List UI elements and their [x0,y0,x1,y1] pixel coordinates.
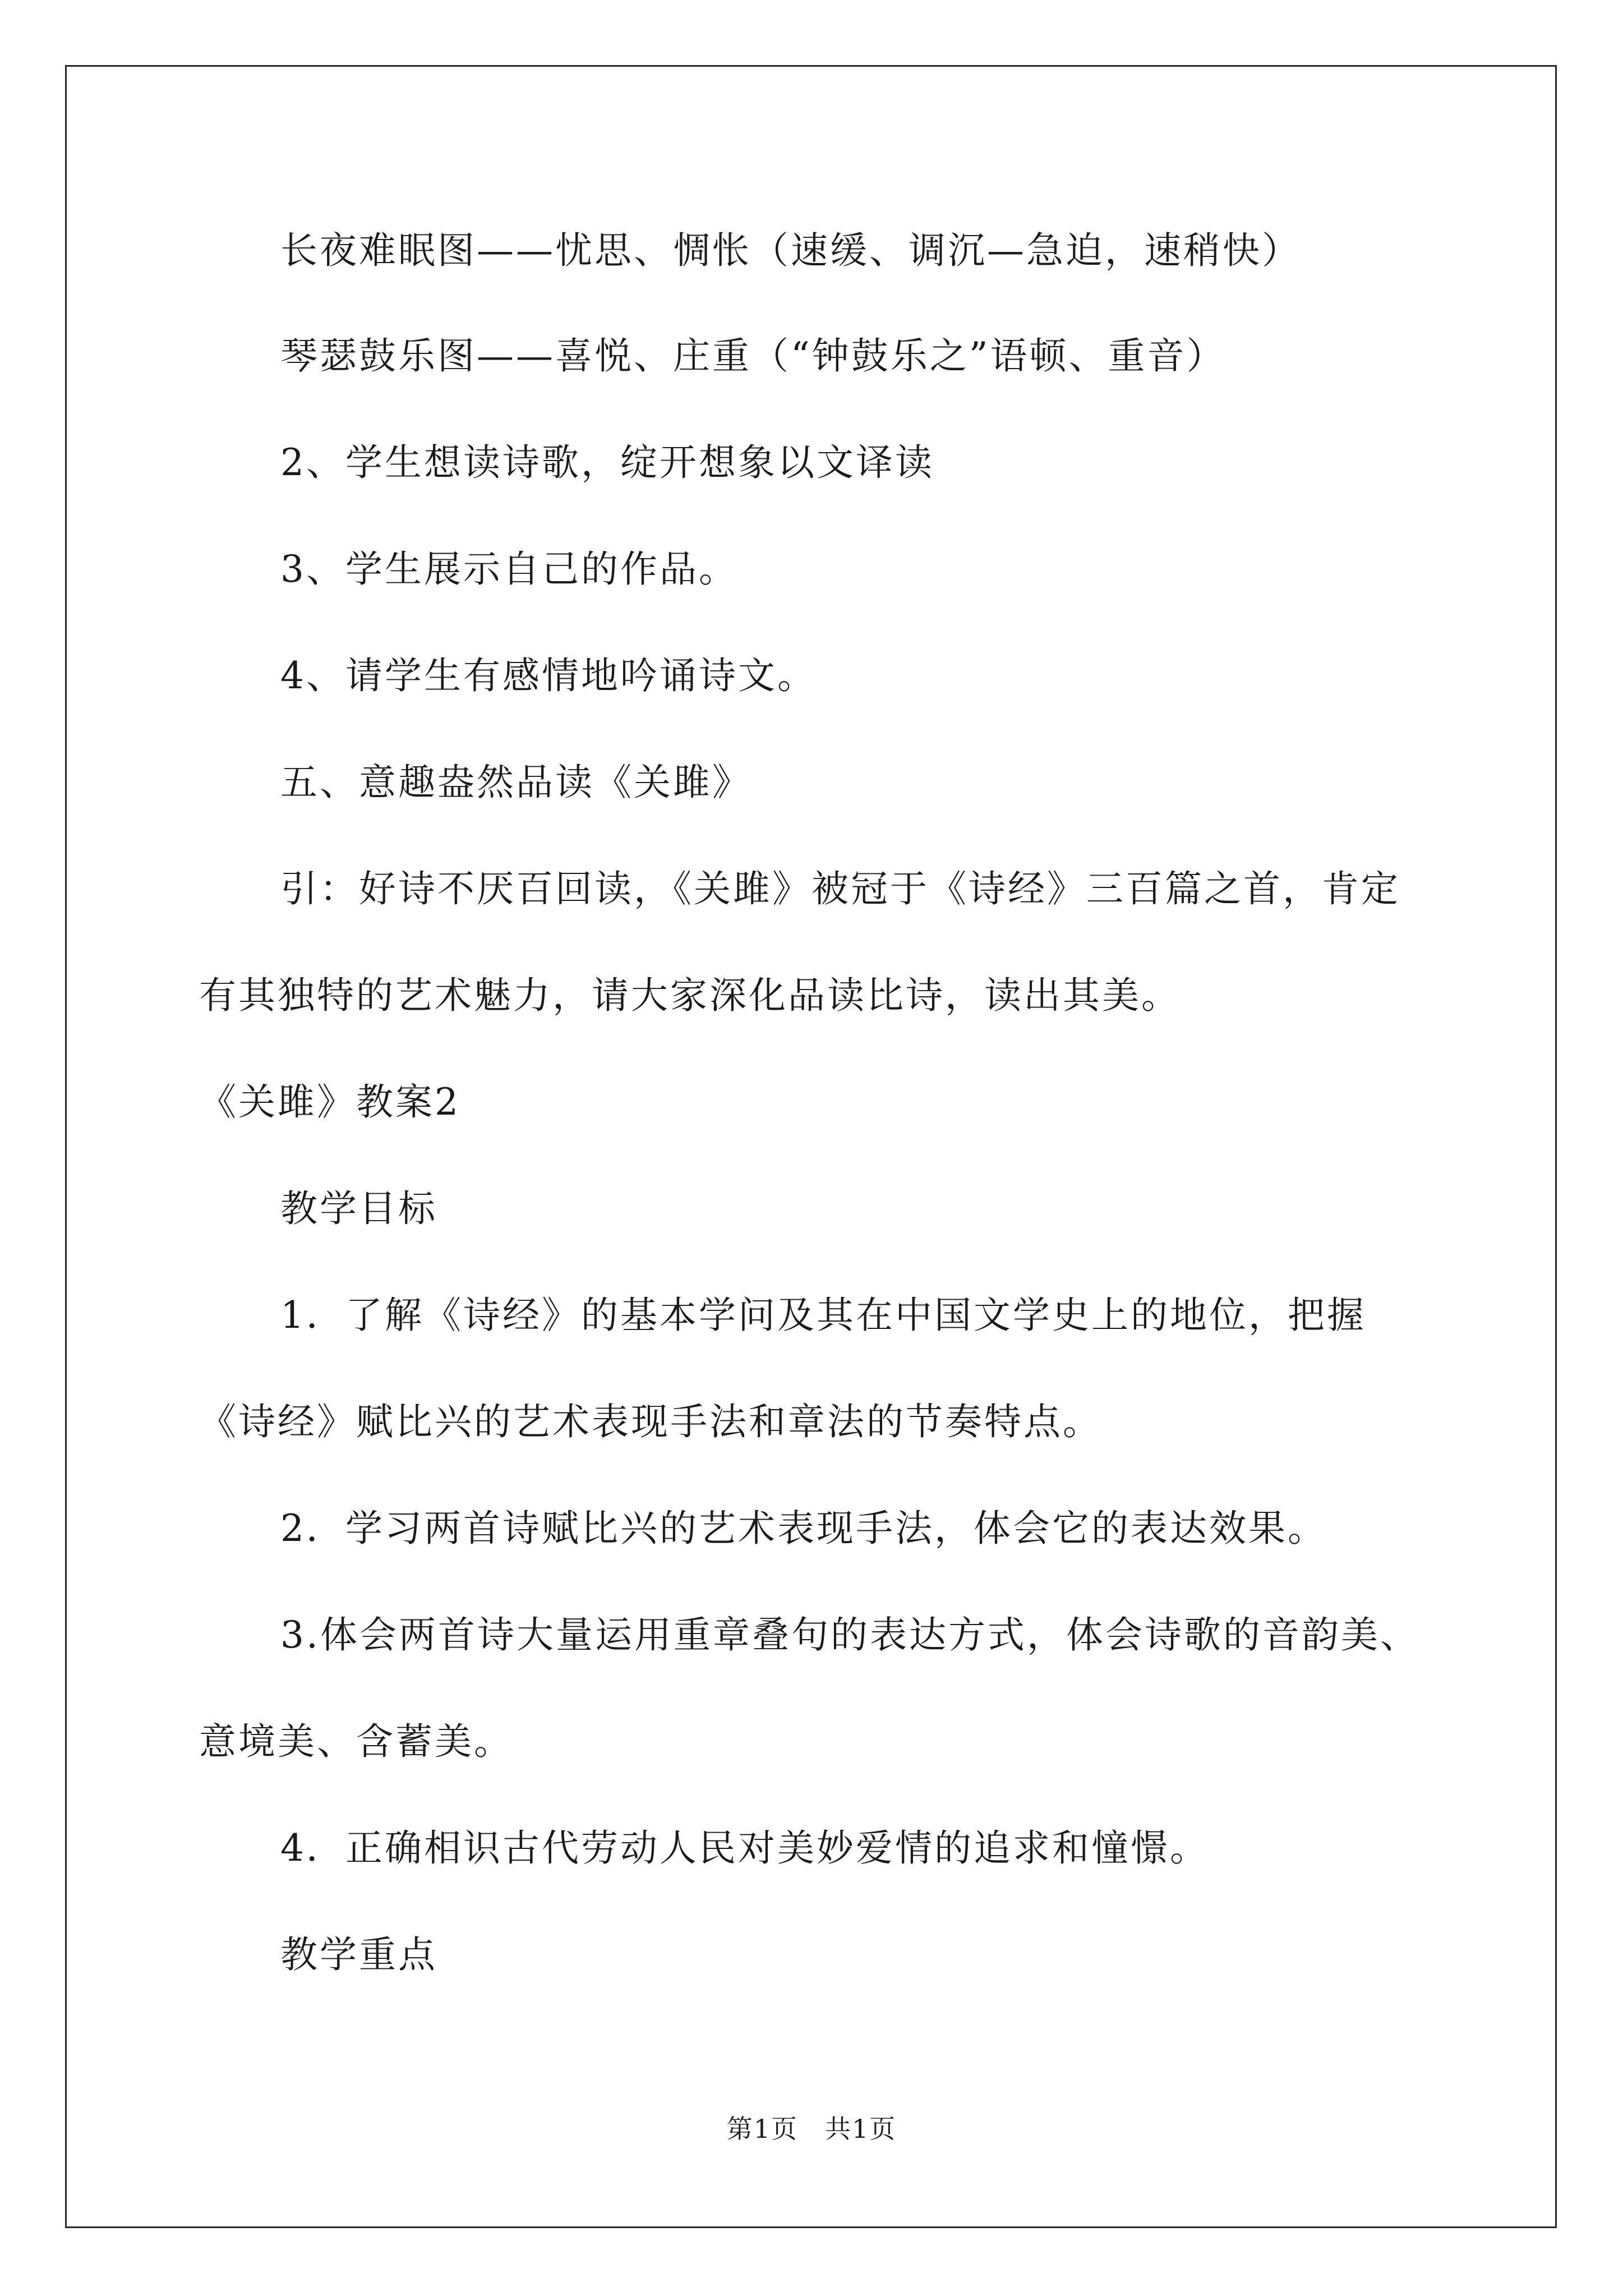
page-border [65,65,1557,2228]
section-heading: 五、意趣盎然品读《关雎》 [280,761,751,804]
text-line: 3.体会两首诗大量运用重章叠句的表达方式，体会诗歌的音韵美、 [280,1613,1419,1657]
text-line: 4、请学生有感情地吟诵诗文。 [280,654,817,697]
text-line: 3、学生展示自己的作品。 [280,547,738,591]
text-line: 4．正确相识古代劳动人民对美妙爱情的追求和憧憬。 [280,1826,1209,1870]
text-line: 长夜难眠图——忧思、惆怅（速缓、调沉—急迫，速稍快） [280,229,1301,272]
text-line: 1．了解《诗经》的基本学问及其在中国文学史上的地位，把握 [280,1294,1366,1337]
page-number: 第1页 共1页 [726,2114,897,2144]
text-line: 引：好诗不厌百回读，《关雎》被冠于《诗经》三百篇之首，肯定 [280,867,1400,910]
section-heading: 教学目标 [280,1187,437,1230]
text-line: 2．学习两首诗赋比兴的艺术表现手法，体会它的表达效果。 [280,1507,1327,1550]
section-heading: 教学重点 [280,1933,437,1976]
text-line: 有其独特的艺术魅力，请大家深化品读比诗，读出其美。 [199,974,1181,1017]
text-line: 2、学生想读诗歌，绽开想象以文译读 [280,441,934,484]
text-line: 琴瑟鼓乐图——喜悦、庄重（“钟鼓乐之”语顿、重音） [280,334,1226,378]
document-title: 《关雎》教案2 [199,1080,460,1124]
text-line: 《诗经》赋比兴的艺术表现手法和章法的节奏特点。 [199,1400,1102,1443]
text-line: 意境美、含蓄美。 [199,1720,513,1763]
